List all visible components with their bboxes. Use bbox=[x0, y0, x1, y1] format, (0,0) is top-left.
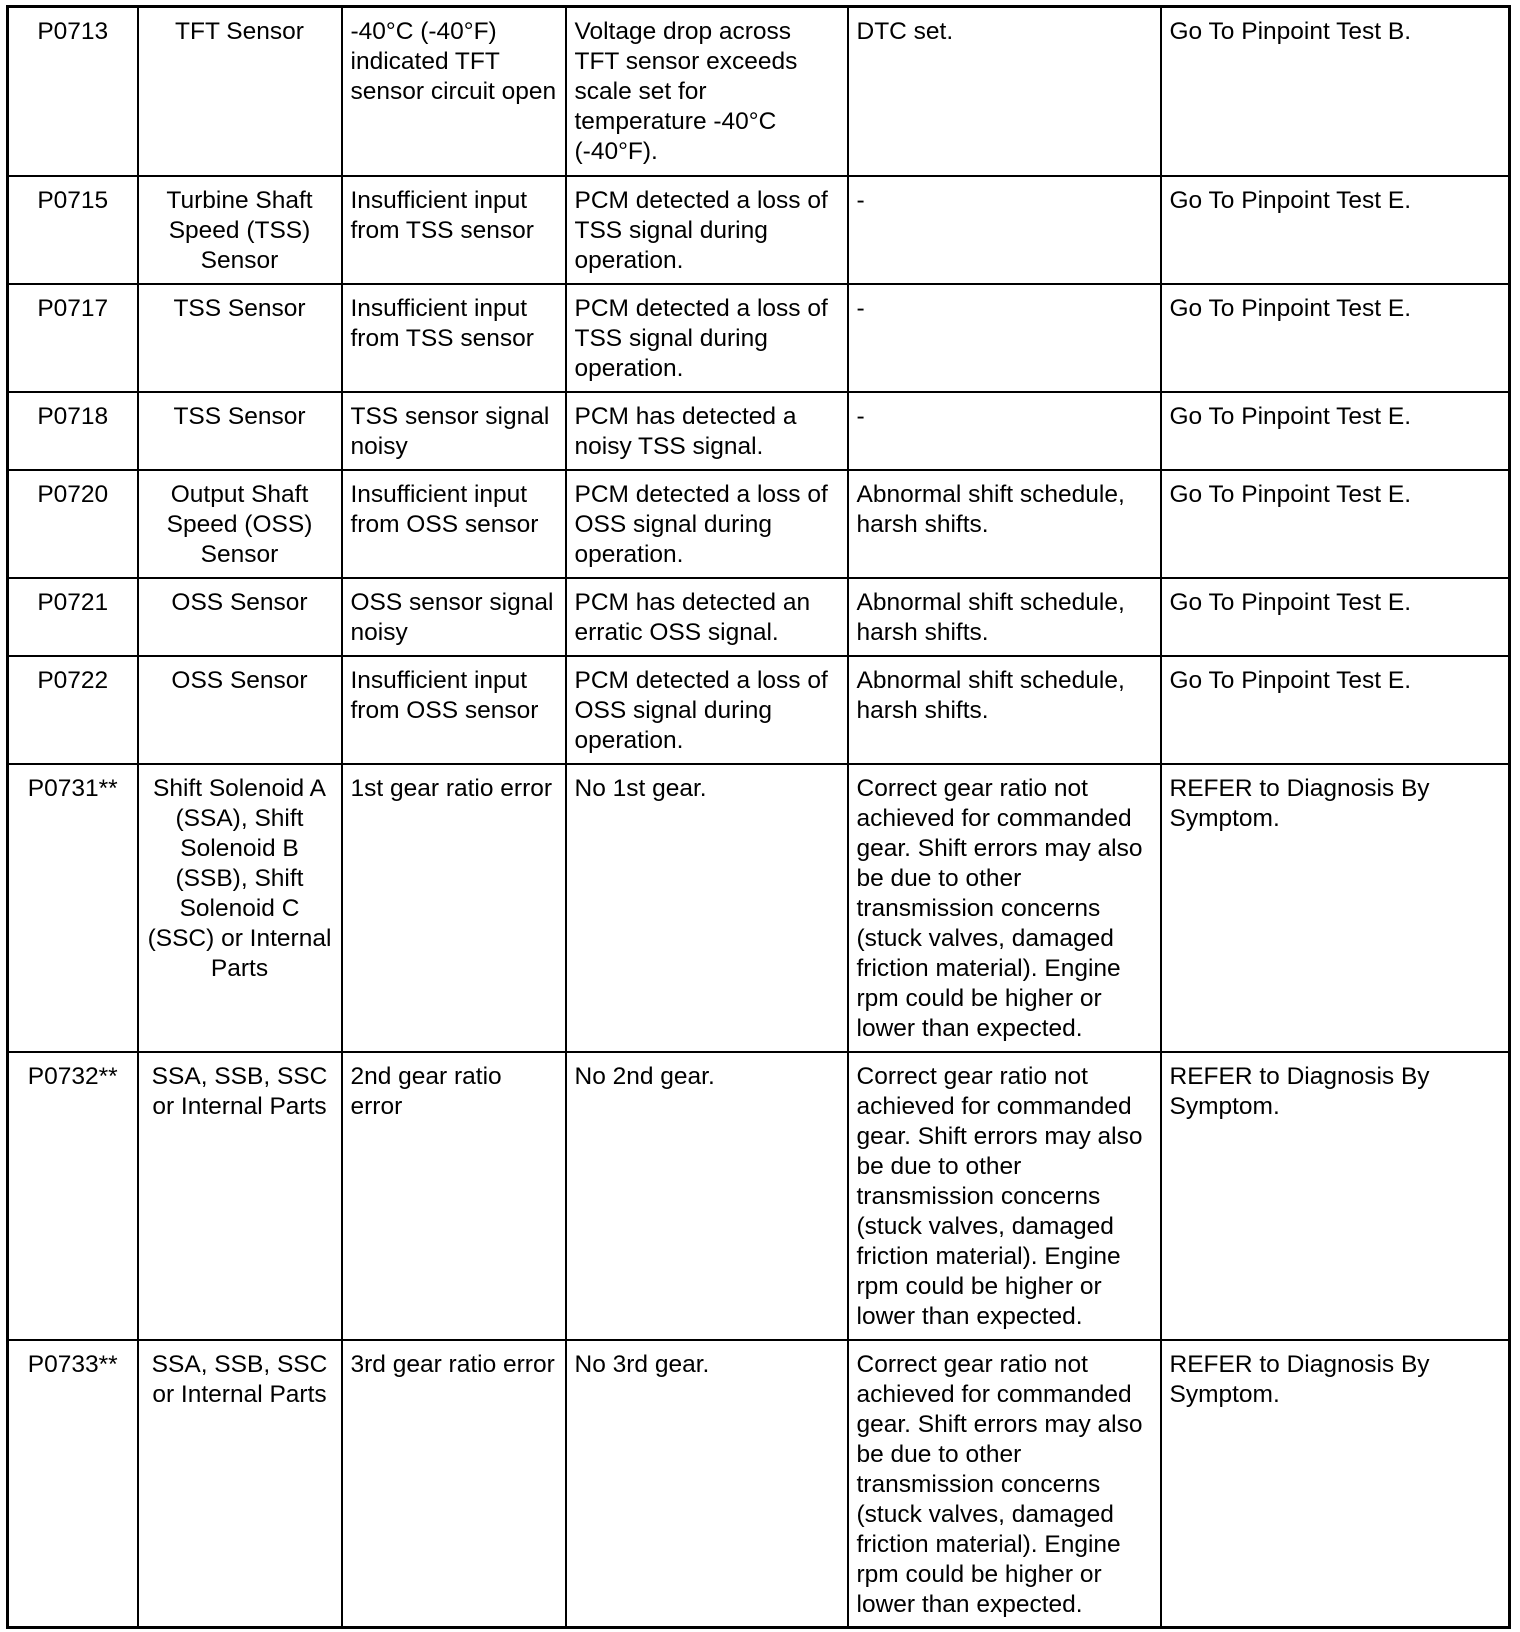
dtc-code-cell: P0733** bbox=[8, 1340, 138, 1628]
dtc-code-cell: P0713 bbox=[8, 7, 138, 176]
symptom-cell: - bbox=[848, 176, 1161, 284]
description-cell: 3rd gear ratio error bbox=[342, 1340, 566, 1628]
component-cell: TSS Sensor bbox=[138, 392, 342, 470]
condition-cell: No 3rd gear. bbox=[566, 1340, 848, 1628]
condition-cell: PCM detected a loss of TSS signal during operation. bbox=[566, 284, 848, 392]
table-row bbox=[8, 7, 1510, 176]
table-row bbox=[8, 578, 1510, 656]
component-cell: OSS Sensor bbox=[138, 578, 342, 656]
dtc-code-cell: P0731** bbox=[8, 764, 138, 1052]
condition-cell: No 2nd gear. bbox=[566, 1052, 848, 1340]
table-row bbox=[8, 1340, 1510, 1628]
symptom-cell: - bbox=[848, 284, 1161, 392]
component-cell: OSS Sensor bbox=[138, 656, 342, 764]
component-cell: SSA, SSB, SSC or Internal Parts bbox=[138, 1340, 342, 1628]
dtc-table bbox=[6, 5, 1511, 1629]
description-cell: TSS sensor signal noisy bbox=[342, 392, 566, 470]
table-row bbox=[8, 470, 1510, 578]
description-cell: Insufficient input from TSS sensor bbox=[342, 284, 566, 392]
condition-cell: Voltage drop across TFT sensor exceeds scale set for temperature -40°C (-40°F). bbox=[566, 7, 848, 176]
action-cell: REFER to Diagnosis By Symptom. bbox=[1161, 1340, 1510, 1628]
table-row bbox=[8, 764, 1510, 1052]
dtc-code-cell: P0715 bbox=[8, 176, 138, 284]
table-row bbox=[8, 656, 1510, 764]
condition-cell: PCM detected a loss of TSS signal during operation. bbox=[566, 176, 848, 284]
description-cell: -40°C (-40°F) indicated TFT sensor circuit open bbox=[342, 7, 566, 176]
description-cell: Insufficient input from OSS sensor bbox=[342, 656, 566, 764]
dtc-code-cell: P0718 bbox=[8, 392, 138, 470]
action-cell: REFER to Diagnosis By Symptom. bbox=[1161, 764, 1510, 1052]
table-row bbox=[8, 1052, 1510, 1340]
description-cell: 1st gear ratio error bbox=[342, 764, 566, 1052]
condition-cell: PCM detected a loss of OSS signal during operation. bbox=[566, 656, 848, 764]
symptom-cell: Correct gear ratio not achieved for commanded gear. Shift errors may also be due to other transmission concerns (stuck valves, damaged friction material). Engine rpm could be higher or lower than expected. bbox=[848, 1340, 1161, 1628]
dtc-code-cell: P0722 bbox=[8, 656, 138, 764]
condition-cell: No 1st gear. bbox=[566, 764, 848, 1052]
symptom-cell: Correct gear ratio not achieved for commanded gear. Shift errors may also be due to other transmission concerns (stuck valves, damaged friction material). Engine rpm could be higher or lower than expected. bbox=[848, 1052, 1161, 1340]
component-cell: TSS Sensor bbox=[138, 284, 342, 392]
condition-cell: PCM detected a loss of OSS signal during operation. bbox=[566, 470, 848, 578]
table-row bbox=[8, 392, 1510, 470]
table-row bbox=[8, 176, 1510, 284]
symptom-cell: Abnormal shift schedule, harsh shifts. bbox=[848, 578, 1161, 656]
component-cell: TFT Sensor bbox=[138, 7, 342, 176]
symptom-cell: Correct gear ratio not achieved for commanded gear. Shift errors may also be due to other transmission concerns (stuck valves, damaged friction material). Engine rpm could be higher or lower than expected. bbox=[848, 764, 1161, 1052]
condition-cell: PCM has detected an erratic OSS signal. bbox=[566, 578, 848, 656]
dtc-code-cell: P0721 bbox=[8, 578, 138, 656]
action-cell: Go To Pinpoint Test B. bbox=[1161, 7, 1510, 176]
symptom-cell: - bbox=[848, 392, 1161, 470]
action-cell: Go To Pinpoint Test E. bbox=[1161, 470, 1510, 578]
table-row bbox=[8, 284, 1510, 392]
description-cell: OSS sensor signal noisy bbox=[342, 578, 566, 656]
action-cell: REFER to Diagnosis By Symptom. bbox=[1161, 1052, 1510, 1340]
action-cell: Go To Pinpoint Test E. bbox=[1161, 656, 1510, 764]
description-cell: Insufficient input from TSS sensor bbox=[342, 176, 566, 284]
description-cell: Insufficient input from OSS sensor bbox=[342, 470, 566, 578]
dtc-code-cell: P0732** bbox=[8, 1052, 138, 1340]
dtc-code-cell: P0720 bbox=[8, 470, 138, 578]
symptom-cell: Abnormal shift schedule, harsh shifts. bbox=[848, 656, 1161, 764]
action-cell: Go To Pinpoint Test E. bbox=[1161, 578, 1510, 656]
symptom-cell: DTC set. bbox=[848, 7, 1161, 176]
component-cell: Turbine Shaft Speed (TSS) Sensor bbox=[138, 176, 342, 284]
action-cell: Go To Pinpoint Test E. bbox=[1161, 176, 1510, 284]
component-cell: Shift Solenoid A (SSA), Shift Solenoid B (SSB), Shift Solenoid C (SSC) or Internal Parts bbox=[138, 764, 342, 1052]
component-cell: Output Shaft Speed (OSS) Sensor bbox=[138, 470, 342, 578]
action-cell: Go To Pinpoint Test E. bbox=[1161, 284, 1510, 392]
action-cell: Go To Pinpoint Test E. bbox=[1161, 392, 1510, 470]
component-cell: SSA, SSB, SSC or Internal Parts bbox=[138, 1052, 342, 1340]
description-cell: 2nd gear ratio error bbox=[342, 1052, 566, 1340]
dtc-code-cell: P0717 bbox=[8, 284, 138, 392]
symptom-cell: Abnormal shift schedule, harsh shifts. bbox=[848, 470, 1161, 578]
condition-cell: PCM has detected a noisy TSS signal. bbox=[566, 392, 848, 470]
